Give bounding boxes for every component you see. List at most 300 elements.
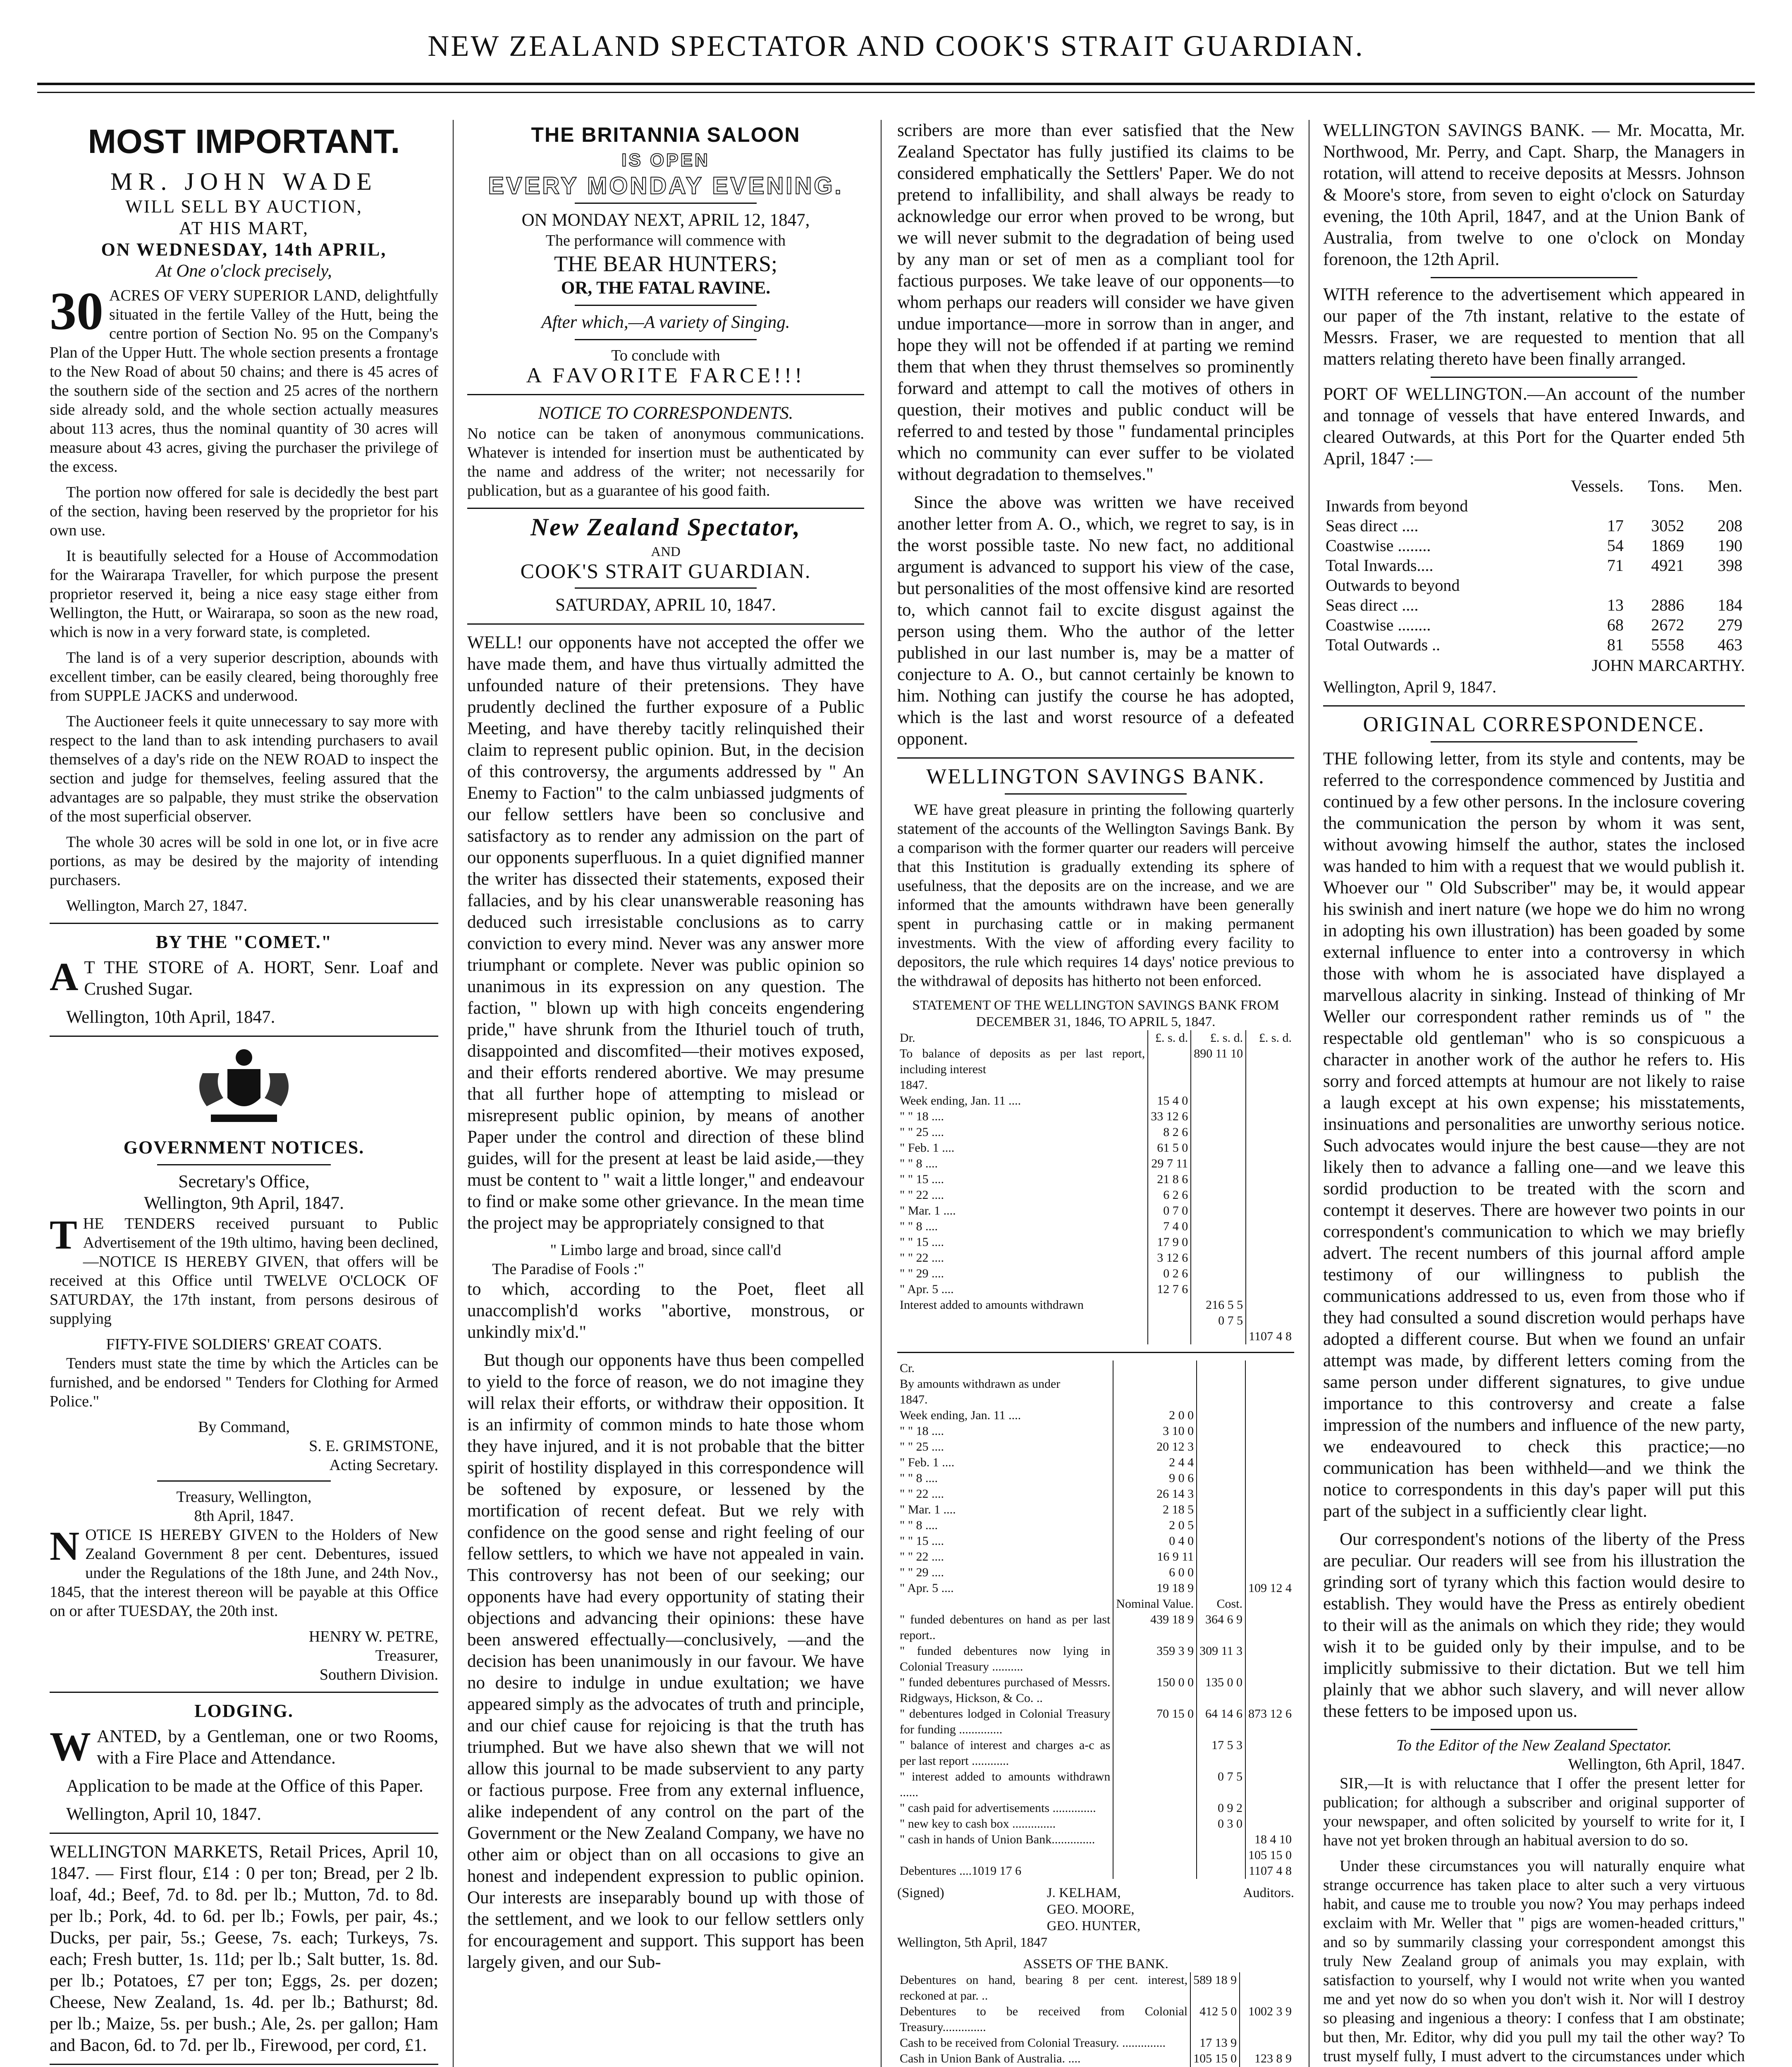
row-amount bbox=[1197, 1455, 1245, 1470]
gov-signer1: S. E. GRIMSTONE, bbox=[309, 1437, 438, 1455]
gov-heading: GOVERNMENT NOTICES. bbox=[123, 1137, 365, 1158]
row-amount bbox=[1113, 1800, 1197, 1816]
row-amount bbox=[1113, 1360, 1197, 1376]
row-label: " " 8 .... bbox=[900, 1220, 938, 1233]
row-label: To balance of deposits as per last report, including interest bbox=[900, 1047, 1145, 1076]
port-paragraph: PORT OF WELLINGTON.—An account of the number and tonnage of vessels that have entered Inwards, and cleared Outwards, at this Port for the Quarter ended 5th April, 1847 :— bbox=[1323, 384, 1745, 468]
row-amount bbox=[1245, 1596, 1294, 1612]
row-label: " funded debentures now lying in Colonial Treasury .......... bbox=[900, 1644, 1111, 1673]
divider bbox=[467, 623, 864, 625]
article-p1: WELL! our opponents have not accepted the offer we have made them, and have thus virtually admitted the unfounded nature of their pretensions. They have prudently declined the further exposure of a Public Meeting, and have thereby tacitly relinquished their claim to represent public opinion. But, in the decision of this controversy, the arguments addressed by " An Enemy to Faction" to the calm unbiassed judgments of our fellow settlers have been so conclusive and satisfactory as to render any admission on the part of our opponents superfluous. In a quiet dignified manner the writer has dissected their statements, exposed their fallacies, and by his clear unanswerable reasoning has deduced such irresistable conclusions as to carry conviction to every mind. Never was any answer more triumphant or complete. Never was public opinion so unanimous in its expression on any question. The faction, " blown up with high conceits engendering pride," have shrunk from the Ithuriel touch of truth, disappointed and discomfited—their motives exposed, and their efforts rendered abortive. We may presume that all further hope of attempting to mislead or misrepresent public opinion, by means of another Paper under the control and direction of these blind guides, will for the present at least be laid aside,—they must be content to " wait a little longer," and endeavour to find or make some other grievance. In the mean time the project may be appropriately consigned to that bbox=[467, 633, 864, 1233]
port-col-head: Tons. bbox=[1648, 477, 1684, 495]
article-p2: to which, according to the Poet, fleet all unaccomplish'd works "abortive, monstrous, or unkindly mix'd." bbox=[467, 1279, 864, 1342]
saloon-title: THE BRITANNIA SALOON bbox=[531, 123, 800, 146]
row-amount: 19 18 9 bbox=[1113, 1580, 1197, 1596]
row-amount bbox=[1197, 1502, 1245, 1518]
row-label: " " 25 .... bbox=[900, 1125, 944, 1139]
row-amount bbox=[1197, 1486, 1245, 1502]
row-label: 1847. bbox=[900, 1078, 928, 1092]
port-signer: JOHN MARCARTHY. bbox=[1591, 656, 1745, 675]
row-amount: 1107 4 8 bbox=[1246, 1329, 1294, 1344]
table-row bbox=[897, 1533, 1294, 1549]
row-amount bbox=[1197, 1408, 1245, 1423]
row-amount bbox=[1197, 1863, 1245, 1879]
row-amount: 364 6 9 bbox=[1197, 1612, 1245, 1643]
row-amount bbox=[1246, 1219, 1294, 1234]
divider bbox=[50, 1036, 438, 1037]
row-label: 1847. bbox=[900, 1393, 928, 1406]
gov-dropcap2: N bbox=[50, 1523, 80, 1569]
auditor-name: GEO. HUNTER, bbox=[1047, 1919, 1141, 1933]
gov-p2: Tenders must state the time by which the Articles can be furnished, and be endorsed " Tenders for Clothing for Armed Police." bbox=[50, 1355, 438, 1410]
row-amount bbox=[1197, 1565, 1245, 1580]
row-amount bbox=[1246, 1266, 1294, 1282]
row-amount bbox=[1245, 1423, 1294, 1439]
table-row bbox=[897, 1612, 1294, 1643]
table-row bbox=[1323, 615, 1745, 635]
article-quote2: The Paradise of Fools :" bbox=[492, 1260, 645, 1278]
row-label: " " 8 .... bbox=[900, 1157, 938, 1170]
row-amount bbox=[1245, 1502, 1294, 1518]
table-row bbox=[897, 1675, 1294, 1706]
row-amount bbox=[1148, 1077, 1191, 1093]
row-amount bbox=[1246, 1297, 1294, 1313]
auction-dateline: Wellington, March 27, 1847. bbox=[66, 897, 248, 914]
auction-dropcap: 30 bbox=[50, 282, 103, 341]
table-row bbox=[897, 1769, 1294, 1800]
row-value bbox=[1687, 575, 1745, 595]
article-quote1: " Limbo large and broad, since call'd bbox=[550, 1241, 781, 1259]
table-row bbox=[897, 1565, 1294, 1580]
row-label: Interest added to amounts withdrawn bbox=[900, 1298, 1084, 1312]
row-amount bbox=[1197, 1423, 1245, 1439]
table-row bbox=[897, 1738, 1294, 1769]
row-label: " " 29 .... bbox=[900, 1267, 944, 1280]
row-label: " " 22 .... bbox=[900, 1550, 944, 1563]
row-amount: 8 2 6 bbox=[1148, 1124, 1191, 1140]
row-label: Total Outwards .. bbox=[1326, 635, 1441, 654]
row-amount bbox=[1246, 1093, 1294, 1109]
nameplate-title: New Zealand Spectator, bbox=[530, 513, 801, 541]
row-amount bbox=[1191, 1109, 1246, 1124]
row-amount: 3 12 6 bbox=[1148, 1250, 1191, 1266]
row-amount: 109 12 4 bbox=[1245, 1580, 1294, 1596]
gov-coats: FIFTY-FIVE SOLDIERS' GREAT COATS. bbox=[106, 1336, 382, 1353]
row-amount bbox=[1245, 1738, 1294, 1769]
row-label: Dr. bbox=[900, 1031, 915, 1045]
port-date: Wellington, April 9, 1847. bbox=[1323, 678, 1496, 696]
row-amount: 70 15 0 bbox=[1113, 1706, 1197, 1738]
row-value bbox=[1626, 575, 1687, 595]
row-amount: 589 18 9 bbox=[1190, 1972, 1240, 2004]
table-row bbox=[897, 1847, 1294, 1863]
row-value: 190 bbox=[1718, 536, 1742, 555]
row-amount bbox=[1191, 1156, 1246, 1172]
row-amount: 33 12 6 bbox=[1148, 1109, 1191, 1124]
row-label: Week ending, Jan. 11 .... bbox=[900, 1408, 1021, 1422]
row-label bbox=[897, 1313, 1148, 1329]
row-label: " new key to cash box .............. bbox=[900, 1817, 1056, 1831]
table-row bbox=[897, 1800, 1294, 1816]
table-row bbox=[897, 1972, 1294, 2004]
table-row bbox=[897, 1832, 1294, 1847]
comet-heading: BY THE "COMET." bbox=[155, 932, 332, 952]
row-amount bbox=[1191, 1219, 1246, 1234]
gov-treasury: Treasury, Wellington, bbox=[176, 1488, 312, 1506]
auction-p4: The land is of a very superior description, abounds with excellent timber, can be easily cleared, being thoroughly free from SUPPLE JACKS and underwood. bbox=[50, 649, 438, 704]
row-label: " cash paid for advertisements .............. bbox=[900, 1801, 1096, 1815]
saloon-play: THE BEAR HUNTERS; bbox=[554, 251, 777, 276]
row-amount: 17 5 3 bbox=[1197, 1738, 1245, 1769]
assets-table bbox=[897, 1972, 1294, 2067]
row-label: Cash to be received from Colonial Treasury. .............. bbox=[900, 2036, 1166, 2050]
markets-text: WELLINGTON MARKETS, Retail Prices, April 10, 1847. — First flour, £14 : 0 per ton; Bread, per 2 lb. loaf, 4d.; Beef, 7d. to 8d. per lb.; Mutton, 7d. to 8d. per lb.; Pork, 4d. to 6d. per lb.; Fowls, per pair, 4s.; Ducks, per pair, 5s.; Geese, 7s. each; Turkeys, 7s. each; Fresh butter, 1s. 11d; per lb.; Salt butter, 1s. 8d. per lb.; Potatoes, £7 per ton; Eggs, 2s. per dozen; Cheese, New Zealand, 1s. 4d. per lb.; Bathurst; 8d. per lb.; Maize, 5s. per bush.; Ale, 2s. per gallon; Ham and Bacon, 6d. to 7d. per lb., Firewood, per cord, £1. bbox=[50, 1842, 438, 2055]
auction-p3: It is beautifully selected for a House of Accommodation for the Wairarapa Traveller, for which purpose the present proprietor reserved it, being a nice easy stage either from Wellington, the Hutt, or Wairarapa, so soon as the new road, which is now in a very forward state, is completed. bbox=[50, 547, 438, 641]
port-col-head: Men. bbox=[1708, 477, 1742, 495]
divider bbox=[157, 1480, 331, 1482]
row-value: 13 bbox=[1607, 596, 1624, 614]
row-amount bbox=[1245, 1518, 1294, 1533]
row-amount bbox=[1191, 1093, 1246, 1109]
row-amount: 61 5 0 bbox=[1148, 1140, 1191, 1156]
gov-signer2: HENRY W. PETRE, bbox=[308, 1628, 438, 1645]
row-amount: 0 9 2 bbox=[1197, 1800, 1245, 1816]
column-3 bbox=[897, 120, 1294, 2067]
row-amount: 359 3 9 bbox=[1113, 1643, 1197, 1675]
row-amount bbox=[1245, 1549, 1294, 1565]
masthead-rule-thin bbox=[37, 92, 1755, 93]
row-amount: 12 7 6 bbox=[1148, 1282, 1191, 1297]
letter-p2: Under these circumstances you will naturally enquire what strange occurrence has taken place to alter such a very virtuous habit, and cause me to trouble you now? You may perhaps indeed exclaim with Mr. Weller that " pigs are women-headed critturs," and so by summarily classing your correspondent amongst this truly New Zealand group of animals you may explain, with satisfaction to yourself, why I would not write when you wanted me and yet now do so when you don't wish it. Nor will I destroy so pleasing and ingenious a theory: I confess that I am obstinate; but then, Mr. Editor, why did you pull my tail the other way? To trust myself fully, I must advert to the circumstances under which bbox=[1323, 1857, 1745, 2065]
divider bbox=[1431, 741, 1637, 742]
row-amount: 150 0 0 bbox=[1113, 1675, 1197, 1706]
row-amount: 15 4 0 bbox=[1148, 1093, 1191, 1109]
row-amount bbox=[1245, 1533, 1294, 1549]
table-row bbox=[897, 1250, 1294, 1266]
table-row bbox=[1323, 476, 1745, 496]
row-amount bbox=[1191, 1266, 1246, 1282]
row-label: Total Inwards.... bbox=[1326, 556, 1434, 575]
lodging-apply: Application to be made at the Office of this Paper. bbox=[66, 1776, 423, 1796]
table-row bbox=[1323, 556, 1745, 575]
row-amount bbox=[1113, 1769, 1197, 1800]
table-row bbox=[897, 1030, 1294, 1046]
row-amount bbox=[1197, 1470, 1245, 1486]
row-amount: 18 4 10 bbox=[1245, 1832, 1294, 1847]
row-amount bbox=[1191, 1124, 1246, 1140]
row-label: " " 22 .... bbox=[900, 1188, 944, 1202]
table-row bbox=[897, 1596, 1294, 1612]
row-label: Coastwise ........ bbox=[1326, 616, 1431, 634]
table-row bbox=[897, 1140, 1294, 1156]
row-amount: 873 12 6 bbox=[1245, 1706, 1294, 1738]
table-row bbox=[897, 1816, 1294, 1832]
divider bbox=[157, 1164, 331, 1165]
row-amount: 2 0 0 bbox=[1113, 1408, 1197, 1423]
table-row bbox=[897, 1156, 1294, 1172]
row-amount: 890 11 10 bbox=[1191, 1046, 1246, 1077]
divider bbox=[50, 923, 438, 924]
table-row bbox=[897, 1549, 1294, 1565]
row-amount: 26 14 3 bbox=[1113, 1486, 1197, 1502]
row-amount bbox=[1245, 1565, 1294, 1580]
row-value: 463 bbox=[1718, 635, 1742, 654]
table-row bbox=[897, 1863, 1294, 1879]
row-amount bbox=[1113, 1816, 1197, 1832]
table-row bbox=[897, 1124, 1294, 1140]
auction-body bbox=[50, 282, 438, 915]
auditors-block bbox=[897, 1885, 1294, 1934]
table-row bbox=[1323, 516, 1745, 536]
row-value bbox=[1541, 496, 1626, 516]
letter-p1: SIR,—It is with reluctance that I offer the present letter for publication; for although a subscriber and original supporter of your newspaper, and often solicited by yourself to write for it, I have not yet broken through an habitual aversion to do so. bbox=[1323, 1775, 1745, 1849]
row-amount: 0 7 0 bbox=[1148, 1203, 1191, 1219]
row-value: 4921 bbox=[1651, 556, 1684, 575]
row-amount: Nominal Value. bbox=[1113, 1596, 1197, 1612]
bank-paragraph: WE have great pleasure in printing the following quarterly statement of the accounts of the Wellington Savings Bank. By a comparison with the former quarter our readers will perceive that this Institution is gradually extending its sphere of usefulness, that the deposits are on the increase, and we are informed that the amounts withdrawn have been generally spent in purchasing cattle or in making permanent investments. With the view of affording every facility to depositors, the rule which requires 14 days' notice previous to the withdrawal of deposits has hitherto not been enforced. bbox=[897, 801, 1294, 990]
row-amount bbox=[1113, 1863, 1197, 1879]
table-row bbox=[897, 1423, 1294, 1439]
royal-crest-icon bbox=[178, 1044, 310, 1131]
col3-p1: scribers are more than ever satisfied that the New Zealand Spectator has fully justified its claims to be considered emphatically the Settlers' Paper. We do not pretend to infallibility, and shall always be ready to acknowledge our error when proved to be wrong, but we will never submit to the degradation of being used by any man or set of men as a compliant tool for factious purposes. We take leave of our opponents—to whom perhaps our readers will consider we have given undue importance—more in sorrow than in anger, and hope they will not be offended if at parting we remind them that when they thrust themselves so prominently forward and attempt to call the motives of others in question, their motives and public conduct will be referred to and tested by those " fundamental principles which no community can ever suffer to be violated without degradation to themselves." bbox=[897, 121, 1294, 484]
table-row bbox=[897, 1109, 1294, 1124]
row-label: Cash in Union Bank of Australia. .... bbox=[900, 2052, 1081, 2065]
nameplate-sub: COOK'S STRAIT GUARDIAN. bbox=[520, 559, 811, 582]
table-row bbox=[897, 1077, 1294, 1093]
row-amount bbox=[1191, 1077, 1246, 1093]
saloon-perf: The performance will commence with bbox=[545, 232, 786, 249]
row-label bbox=[897, 1847, 1113, 1863]
row-value: 208 bbox=[1718, 516, 1742, 535]
saloon-conclude: To conclude with bbox=[611, 347, 720, 364]
port-col-head: Vessels. bbox=[1570, 477, 1624, 495]
row-amount bbox=[1191, 1172, 1246, 1187]
row-amount bbox=[1246, 1234, 1294, 1250]
auditor-name: J. KELHAM, bbox=[1047, 1886, 1121, 1900]
divider bbox=[50, 1833, 438, 1834]
table-row bbox=[897, 1518, 1294, 1533]
row-label: " " 22 .... bbox=[900, 1251, 944, 1265]
row-label: Debentures to be received from Colonial Treasury.............. bbox=[900, 2005, 1188, 2034]
row-amount: 0 3 0 bbox=[1197, 1816, 1245, 1832]
row-amount bbox=[1245, 1408, 1294, 1423]
row-amount bbox=[1191, 1282, 1246, 1297]
column-divider bbox=[881, 120, 882, 2067]
row-amount bbox=[1246, 1046, 1294, 1077]
row-amount bbox=[1246, 1124, 1294, 1140]
table-row bbox=[897, 1266, 1294, 1282]
row-label: " interest added to amounts withdrawn ...... bbox=[900, 1770, 1111, 1799]
lodging-dropcap: W bbox=[50, 1723, 91, 1769]
row-amount bbox=[1245, 1439, 1294, 1455]
auction-p1: ACRES OF VERY SUPERIOR LAND, delightfully situated in the fertile Valley of the Hutt, being the centre portion of Section No. 95 on the Company's Plan of the Upper Hutt. The whole section presents a frontage to the New Road of about 50 chains; and there is 45 acres of the southern side of the section and 25 acres of the northern side already sold, and the whole section actually measures about 113 acres, thus the nominal quantity of 30 acres will measure about 43 acres, giving the purchaser the privilege of the excess. bbox=[50, 287, 438, 475]
statement-dr-table bbox=[897, 1030, 1294, 1344]
row-amount bbox=[1245, 1470, 1294, 1486]
row-amount: 9 0 6 bbox=[1113, 1470, 1197, 1486]
row-value: 5558 bbox=[1651, 635, 1684, 654]
divider bbox=[1431, 277, 1637, 278]
row-label: " Mar. 1 .... bbox=[900, 1204, 956, 1217]
row-label: Cr. bbox=[900, 1361, 915, 1375]
row-label: " cash in hands of Union Bank.............. bbox=[900, 1833, 1095, 1846]
table-row bbox=[897, 1502, 1294, 1518]
table-row bbox=[897, 1408, 1294, 1423]
bank-heading: WELLINGTON SAVINGS BANK. bbox=[926, 765, 1265, 788]
row-label: " " 22 .... bbox=[900, 1487, 944, 1501]
row-amount bbox=[1246, 1313, 1294, 1329]
col4-p1: WELLINGTON SAVINGS BANK. — Mr. Mocatta, Mr. Northwood, Mr. Perry, and Capt. Sharp, the Managers in rotation, will attend to receive deposits at Messrs. Johnson & Moore's store, from seven to eight o'clock on Saturday evening, the 10th April, 1847, and at the Union Bank of Australia, from twelve to one o'clock on Monday forenoon, the 12th April. bbox=[1323, 121, 1745, 269]
row-amount bbox=[1246, 1187, 1294, 1203]
table-row bbox=[897, 2004, 1294, 2035]
correspondence-heading: ORIGINAL CORRESPONDENCE. bbox=[1363, 713, 1705, 736]
saloon-open: IS OPEN bbox=[621, 150, 710, 170]
row-amount: 0 7 5 bbox=[1191, 1313, 1246, 1329]
row-amount: 135 0 0 bbox=[1197, 1675, 1245, 1706]
row-amount bbox=[1113, 1392, 1197, 1408]
row-label: " Apr. 5 .... bbox=[900, 1282, 954, 1296]
row-amount bbox=[1245, 1455, 1294, 1470]
row-amount bbox=[1246, 1109, 1294, 1124]
divider bbox=[1323, 705, 1745, 707]
row-amount bbox=[1197, 1439, 1245, 1455]
row-amount: 29 7 11 bbox=[1148, 1156, 1191, 1172]
table-row bbox=[897, 1360, 1294, 1376]
row-amount bbox=[1113, 1847, 1197, 1863]
table-row bbox=[897, 1643, 1294, 1675]
row-label: " " 15 .... bbox=[900, 1235, 944, 1249]
row-amount bbox=[1245, 1643, 1294, 1675]
port-table bbox=[1323, 476, 1745, 655]
statement-title: STATEMENT OF THE WELLINGTON SAVINGS BANK FROM DECEMBER 31, 1846, TO APRIL 5, 1847. bbox=[912, 998, 1279, 1029]
row-label: " " 8 .... bbox=[900, 1518, 938, 1532]
auction-line2: AT HIS MART, bbox=[179, 218, 309, 238]
row-amount bbox=[1246, 1156, 1294, 1172]
row-amount bbox=[1245, 1816, 1294, 1832]
auction-date: ON WEDNESDAY, 14th APRIL, bbox=[101, 239, 387, 260]
auction-seller: MR. JOHN WADE bbox=[110, 168, 378, 195]
divider bbox=[467, 394, 864, 395]
row-label bbox=[897, 1329, 1148, 1344]
row-value: 17 bbox=[1607, 516, 1624, 535]
table-row bbox=[897, 1093, 1294, 1109]
row-label: " debentures lodged in Colonial Treasury for funding .............. bbox=[900, 1707, 1111, 1736]
row-amount: £. s. d. bbox=[1246, 1030, 1294, 1046]
table-row bbox=[897, 1282, 1294, 1297]
row-amount bbox=[1246, 1172, 1294, 1187]
row-amount: 20 12 3 bbox=[1113, 1439, 1197, 1455]
row-value: 2672 bbox=[1651, 616, 1684, 634]
row-amount bbox=[1191, 1187, 1246, 1203]
row-amount bbox=[1197, 1533, 1245, 1549]
row-amount: 0 7 5 bbox=[1197, 1769, 1245, 1800]
row-amount: Cost. bbox=[1197, 1596, 1245, 1612]
table-row bbox=[897, 1203, 1294, 1219]
divider bbox=[467, 508, 864, 509]
row-amount: 412 5 0 bbox=[1190, 2004, 1240, 2035]
row-amount bbox=[1191, 1329, 1246, 1344]
row-amount bbox=[1191, 1140, 1246, 1156]
row-amount bbox=[1246, 1203, 1294, 1219]
row-label: Debentures ....1019 17 6 bbox=[900, 1864, 1022, 1878]
row-amount bbox=[1246, 1140, 1294, 1156]
gov-title3: Southern Division. bbox=[319, 1666, 438, 1683]
row-amount bbox=[1197, 1580, 1245, 1596]
row-label: Coastwise ........ bbox=[1326, 536, 1431, 555]
row-amount bbox=[1191, 1203, 1246, 1219]
row-amount: 1107 4 8 bbox=[1245, 1863, 1294, 1879]
divider bbox=[50, 1692, 438, 1693]
table-row bbox=[897, 1439, 1294, 1455]
row-amount: 105 15 0 bbox=[1190, 2051, 1240, 2067]
lodging-text: ANTED, by a Gentleman, one or two Rooms, with a Fire Place and Attendance. bbox=[97, 1727, 438, 1768]
row-label: " Feb. 1 .... bbox=[900, 1141, 955, 1155]
row-amount bbox=[1113, 1738, 1197, 1769]
row-amount bbox=[1245, 1360, 1294, 1376]
corr-p1: THE following letter, from its style and contents, may be referred to the correspondence commenced by Justitia and continued by a few other persons. In the inclosure covering the communication the person by whom it was sent, without avowing himself the author, states the inclosed was handed to him with a request that we would publish it. Whoever our " Old Subscriber" may be, it would appear his swinish and inert nature (we hope we do him no wrong in adopting his own illustration) has been goaded by some external influence to enter into a controversy in which those with whom he is associated have displayed a marvellous alacrity in sinking. Instead of thinking of Mr Weller our correspondent rather reminds us of " the respectable old gentleman" who is so conspicuous a character in another work of the author he refers to. His sorry and forced attempts at humour are not likely to raise a laugh except at his own expense; his misstatements, insinuations and personalities are unworthy serious notice. Such advocates would injure the best cause—they are not likely then to advance a falling one—and we leave this sordid production to be treated with the scorn and contempt it deserves. There are however two points in our correspondent's communication to which we may briefly advert. The recent numbers of this journal afford ample testimony of our willingness to publish the communications addressed to us, even from those who if they had consulted a sound discretion would perhaps have adopted a different course. But when we found an unfair attempt was made, by different letters coming from the same person under different signatures, to give undue importance to this controversy and create a false impression of the numbers and influence of the new party, we endeavoured to check this practice;—no communication has been withheld—and we think the notice to correspondents in this day's paper will put this part of the subject in a sufficiently clear light. bbox=[1323, 749, 1745, 1521]
row-amount bbox=[1148, 1313, 1191, 1329]
row-amount bbox=[1245, 1675, 1294, 1706]
row-amount: 0 4 0 bbox=[1113, 1533, 1197, 1549]
row-amount: 64 14 6 bbox=[1197, 1706, 1245, 1738]
auction-line1: WILL SELL BY AUCTION, bbox=[125, 196, 363, 217]
row-amount bbox=[1197, 1376, 1245, 1392]
col3-p2: Since the above was written we have received another letter from A. O., which, we regret to say, is in the worst possible taste. No new fact, no additional argument is advanced to support his view of the case, but personalities of the most offensive kind are resorted to, which cannot fail to excite disgust against the person using them. Who the author of the letter published in our last number is, may be a matter of conjecture to A. O., but cannot certainly be known to him. Nothing can justify the course he has adopted, which is the last and worst resource of a defeated opponent. bbox=[897, 493, 1294, 749]
row-amount: 2 0 5 bbox=[1113, 1518, 1197, 1533]
gov-date: Wellington, 9th April, 1847. bbox=[144, 1193, 344, 1213]
divider bbox=[897, 757, 1294, 759]
row-label: " " 15 .... bbox=[900, 1172, 944, 1186]
masthead-rule bbox=[37, 83, 1755, 85]
table-row bbox=[897, 2051, 1294, 2067]
row-value: 54 bbox=[1607, 536, 1624, 555]
row-amount bbox=[1148, 1297, 1191, 1313]
row-value: 2886 bbox=[1651, 596, 1684, 614]
row-label: " funded debentures purchased of Messrs. Ridgways, Hickson, & Co. .. bbox=[900, 1676, 1111, 1705]
row-label: Outwards to beyond bbox=[1326, 576, 1460, 594]
gov-office: Secretary's Office, bbox=[178, 1172, 310, 1191]
saloon-every: EVERY MONDAY EVENING. bbox=[488, 172, 843, 199]
row-value: 279 bbox=[1718, 616, 1742, 634]
table-row bbox=[897, 1580, 1294, 1596]
table-row bbox=[897, 1470, 1294, 1486]
row-amount: 1002 3 9 bbox=[1240, 2004, 1294, 2035]
saloon-or: OR, THE FATAL RAVINE. bbox=[561, 278, 771, 298]
auditors-label: Auditors. bbox=[1243, 1886, 1294, 1900]
row-label: " " 18 .... bbox=[900, 1424, 944, 1438]
row-label: " funded debentures on hand as per last report.. bbox=[900, 1613, 1111, 1642]
row-value: 184 bbox=[1718, 596, 1742, 614]
auction-time: At One o'clock precisely, bbox=[156, 261, 332, 281]
row-amount bbox=[1246, 1282, 1294, 1297]
divider bbox=[575, 203, 757, 204]
row-amount: 439 18 9 bbox=[1113, 1612, 1197, 1643]
row-value: 71 bbox=[1607, 556, 1624, 575]
row-amount bbox=[1245, 1769, 1294, 1800]
article-p3: But though our opponents have thus been compelled to yield to the force of reason, we do not imagine they will relax their efforts, or withdraw their opposition. It is an infirmity of common minds to hate those whom they have injured, and it is not probable that the bitter spirit of hostility displayed in this correspondence will be softened by exposure, or lessened by the mortification of recent defeat. But we rely with confidence on the good sense and right feeling of our fellow settlers, to which we have not appealed in vain. This controversy has not been of our seeking; our opponents have had every opportunity of stating their objections and advancing their opinions: these have been answered effectually—conclusively, —and the decision has been unanimously in our favour. We have no desire to indulge in undue exultation; we have appeared simply as the advocates of truth and principle, and our chief cause for rejoicing is that the truth has triumphed. But we have also shewn that we will not allow this journal to be made subservient to any party or factious purpose. Free from any external influence, alike independent of any control on the part of the Government or the New Zealand Company, we have no other aim or object than on all occasions to give an honest and independent expression to public opinion. Our interests are inseparably bound up with those of the settlement, and we look to our fellow settlers only for encouragement and support. This support has been largely given, and our Sub- bbox=[467, 1351, 864, 1972]
row-label: " Feb. 1 .... bbox=[900, 1456, 955, 1469]
divider bbox=[575, 339, 757, 340]
col4-p2: WITH reference to the advertisement which appeared in our paper of the 7th instant, relative to the estate of Messrs. Fraser, we are requested to mention that all matters relating thereto have been finally arranged. bbox=[1323, 285, 1745, 369]
row-amount bbox=[1246, 1077, 1294, 1093]
notice-text: No notice can be taken of anonymous communications. Whatever is intended for insertion must be authenticated by the name and address of the writer; not necessarily for publication, but as a guarantee of his good faith. bbox=[467, 425, 864, 499]
nameplate-and: AND bbox=[651, 544, 681, 559]
column-2 bbox=[467, 120, 864, 2067]
row-amount bbox=[1245, 1376, 1294, 1392]
row-amount: 17 9 0 bbox=[1148, 1234, 1191, 1250]
auction-heading: MOST IMPORTANT. bbox=[88, 123, 400, 160]
row-value: 68 bbox=[1607, 616, 1624, 634]
saloon-next: ON MONDAY NEXT, APRIL 12, 1847, bbox=[521, 210, 810, 230]
